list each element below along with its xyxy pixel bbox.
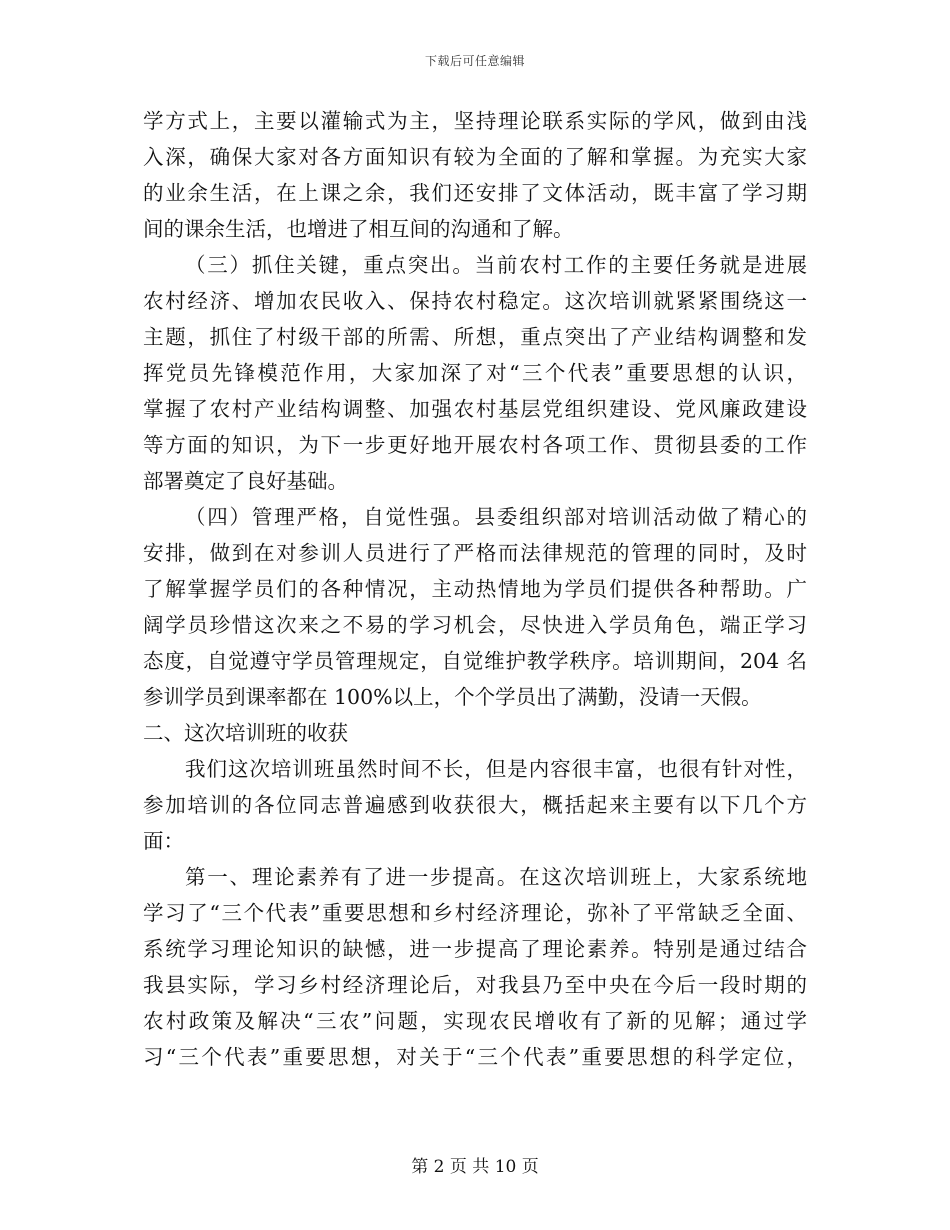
body-line: 参训学员到课率都在 100%以上，个个学员出了满勤，没请一天假。: [143, 685, 762, 709]
body-line: （三）抓住关键，重点突出。当前农村工作的主要任务就是进展: [185, 253, 807, 277]
body-line: 农村政策及解决“三农”问题，实现农民增收有了新的见解；通过学: [143, 1009, 807, 1033]
body-line: 学方式上，主要以灌输式为主，坚持理论联系实际的学风，做到由浅: [143, 109, 807, 133]
body-line: 部署奠定了良好基础。: [143, 469, 348, 493]
section-heading: 二、这次培训班的收获: [143, 721, 348, 745]
page-header-note: 下载后可任意编辑: [424, 54, 525, 68]
body-line: 农村经济、增加农民收入、保持农村稳定。这次培训就紧紧围绕这一: [143, 289, 807, 313]
body-line: 入深，确保大家对各方面知识有较为全面的了解和掌握。为充实大家: [143, 145, 807, 169]
body-line: 等方面的知识，为下一步更好地开展农村各项工作、贯彻县委的工作: [143, 433, 807, 457]
body-line: 挥党员先锋模范作用，大家加深了对“三个代表”重要思想的认识，: [143, 361, 807, 385]
body-line: 了解掌握学员们的各种情况，主动热情地为学员们提供各种帮助。广: [143, 577, 807, 601]
body-line: 系统学习理论知识的缺憾，进一步提高了理论素养。特别是通过结合: [143, 937, 807, 961]
body-line: 学习了“三个代表”重要思想和乡村经济理论，弥补了平常缺乏全面、: [143, 901, 807, 925]
body-line: 习“三个代表”重要思想，对关于“三个代表”重要思想的科学定位，: [143, 1045, 807, 1069]
body-line: 我县实际，学习乡村经济理论后，对我县乃至中央在今后一段时期的: [143, 973, 807, 997]
body-line: 间的课余生活，也增进了相互间的沟通和了解。: [143, 217, 574, 241]
body-line: 我们这次培训班虽然时间不长，但是内容很丰富，也很有针对性，: [185, 757, 807, 781]
body-line: 第一、理论素养有了进一步提高。在这次培训班上，大家系统地: [185, 865, 807, 889]
page-number-footer: 第 2 页 共 10 页: [411, 1157, 539, 1177]
document-body: [143, 103, 807, 1075]
body-line: 掌握了农村产业结构调整、加强农村基层党组织建设、党风廉政建设: [143, 397, 807, 421]
body-line: 安排，做到在对参训人员进行了严格而法律规范的管理的同时，及时: [143, 541, 807, 565]
body-line: 态度，自觉遵守学员管理规定，自觉维护教学秩序。培训期间，204 名: [143, 649, 807, 673]
body-line: 参加培训的各位同志普遍感到收获很大，概括起来主要有以下几个方: [143, 793, 807, 817]
body-line: 主题，抓住了村级干部的所需、所想，重点突出了产业结构调整和发: [143, 325, 807, 349]
body-line: 面：: [143, 829, 184, 853]
body-line: （四）管理严格，自觉性强。县委组织部对培训活动做了精心的: [185, 505, 807, 529]
body-line: 的业余生活，在上课之余，我们还安排了文体活动，既丰富了学习期: [143, 181, 807, 205]
body-line: 阔学员珍惜这次来之不易的学习机会，尽快进入学员角色，端正学习: [143, 613, 807, 637]
